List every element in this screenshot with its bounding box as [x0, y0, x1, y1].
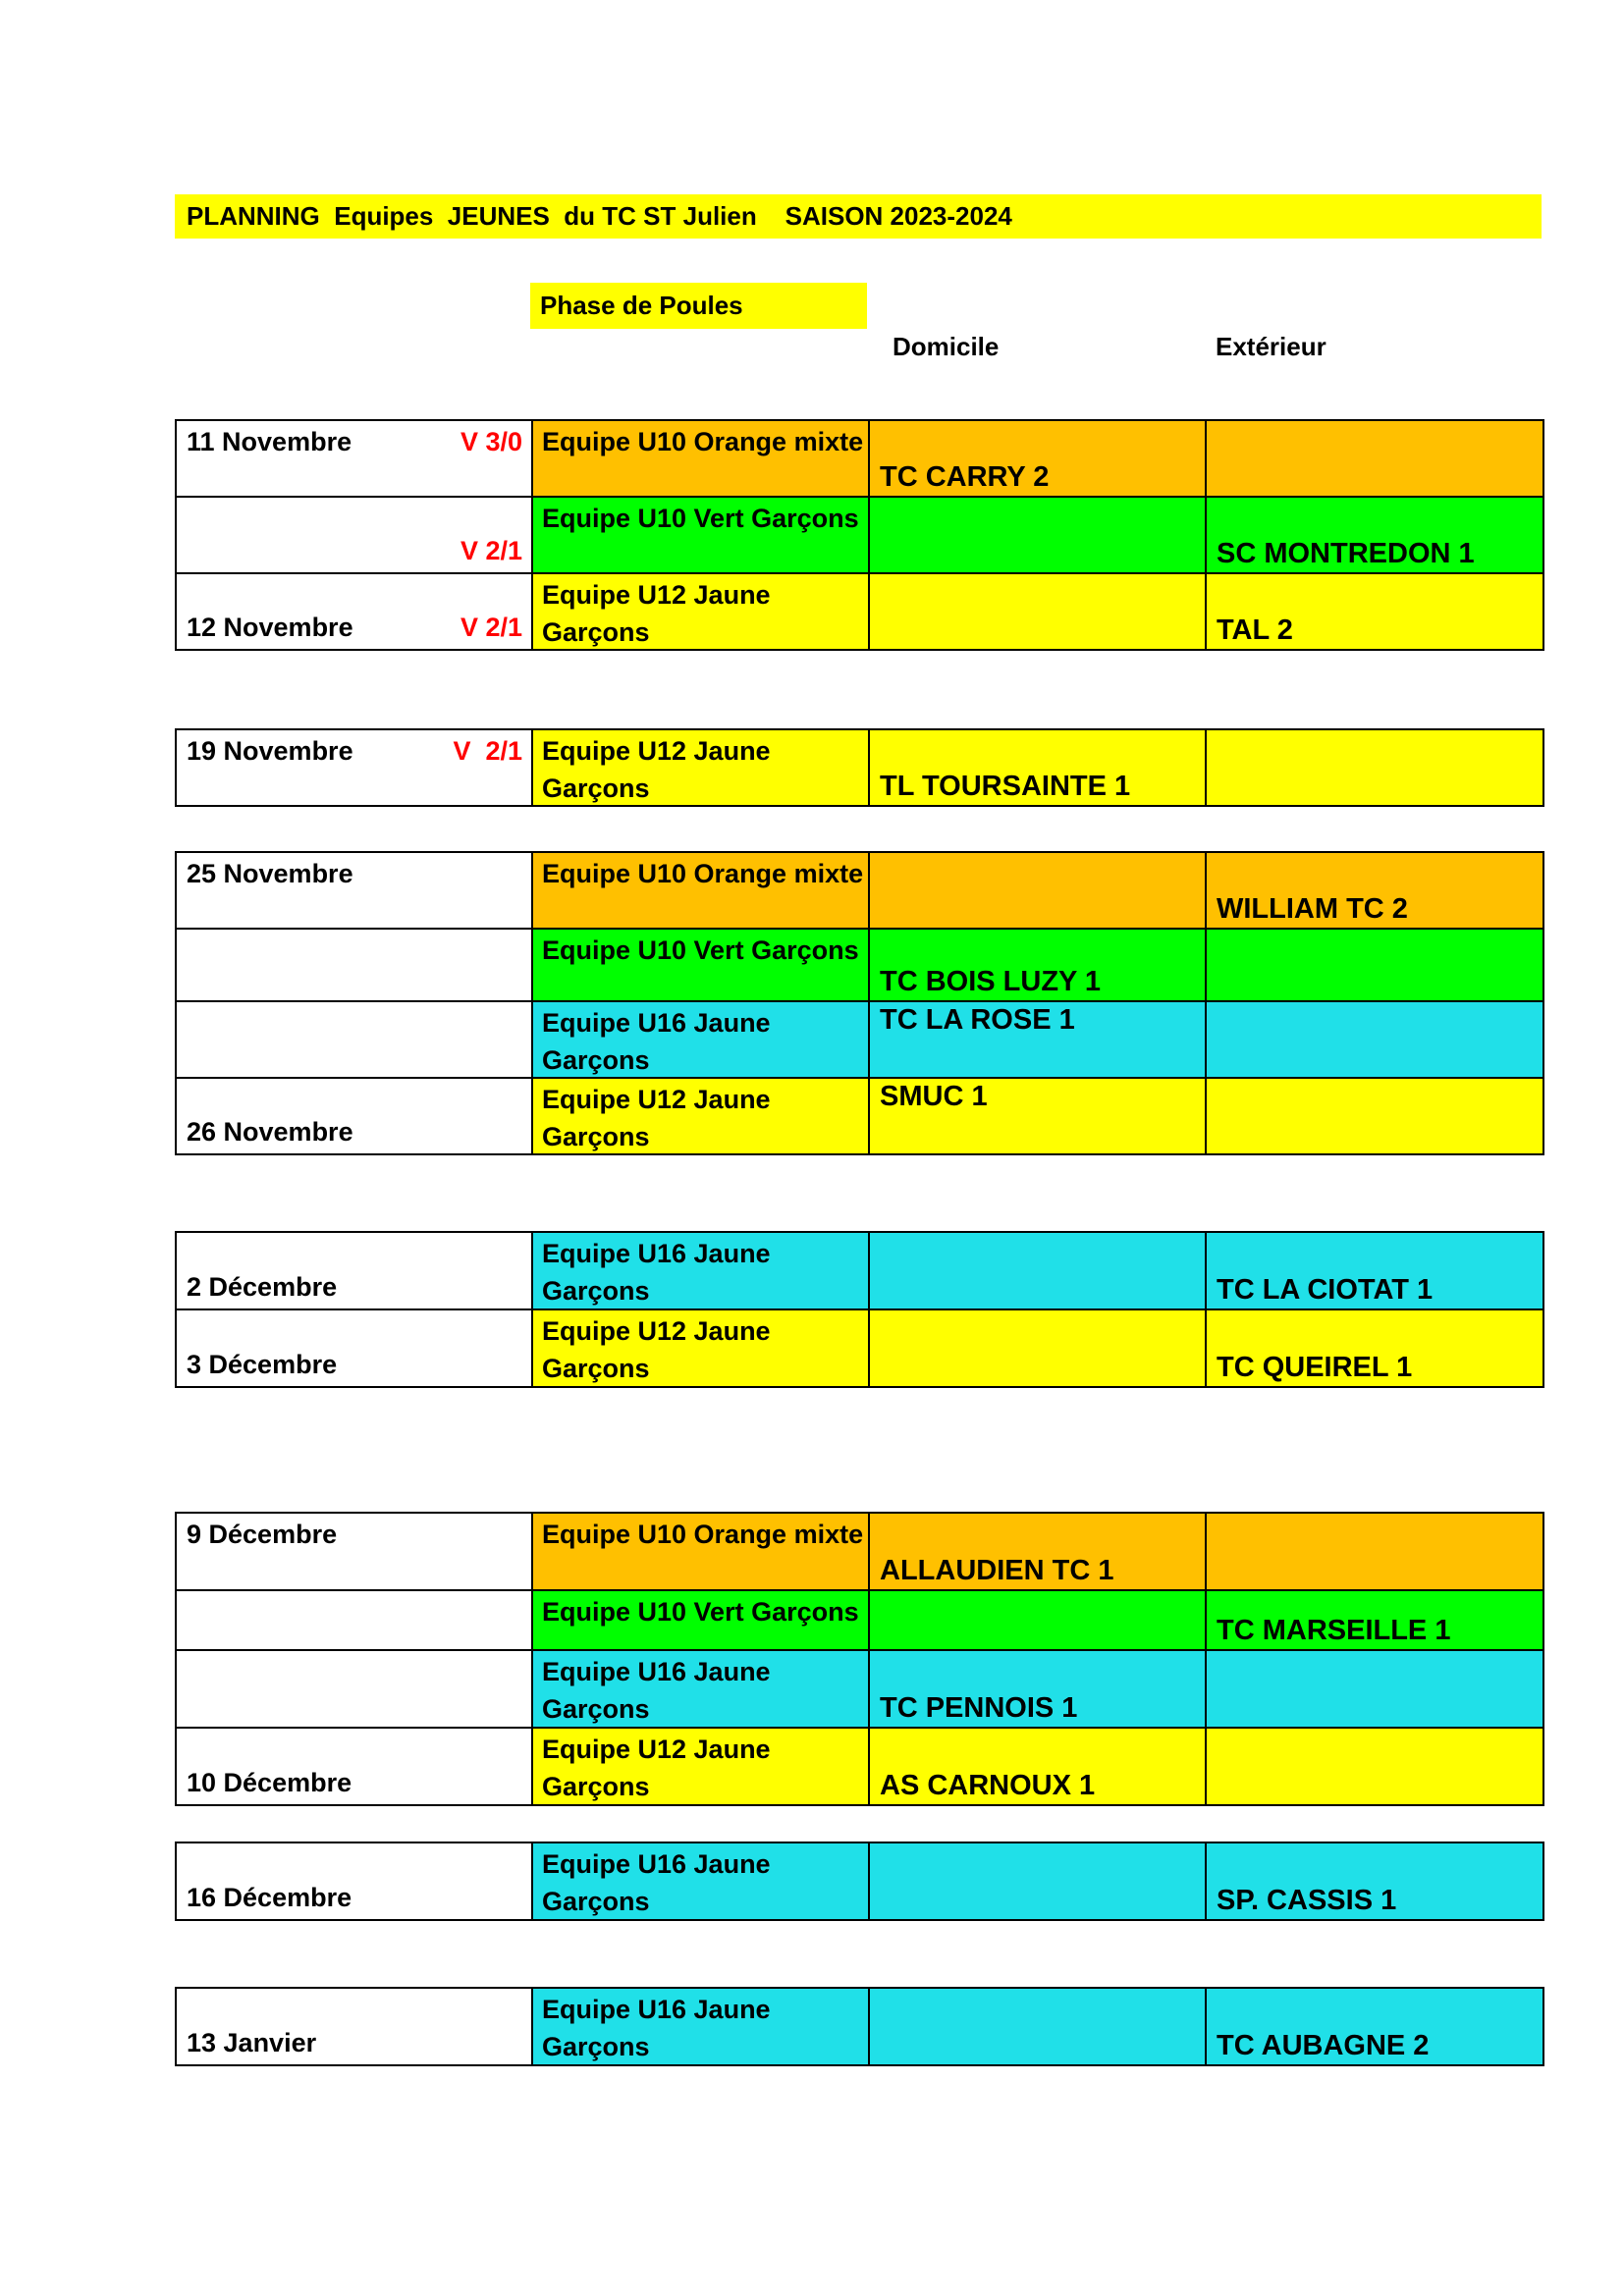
domicile-cell	[869, 1842, 1206, 1920]
match-date: 12 Novembre	[187, 613, 353, 642]
team-name: Equipe U16 Jaune Garçons	[542, 1657, 771, 1724]
team-cell	[532, 1988, 869, 2065]
exterieur-cell	[1206, 1988, 1543, 2065]
exterieur-cell	[1206, 1728, 1543, 1805]
team-name: Equipe U12 Jaune Garçons	[542, 736, 771, 803]
schedule-row	[176, 1988, 1543, 2065]
team-cell	[532, 420, 869, 497]
team-cell	[532, 1513, 869, 1590]
match-date: 26 Novembre	[187, 1117, 353, 1147]
exterieur-opponent: TC QUEIREL 1	[1217, 1352, 1413, 1383]
schedule-row	[176, 1309, 1543, 1387]
domicile-cell	[869, 852, 1206, 929]
schedule-table	[175, 1512, 1544, 1806]
team-name: Equipe U12 Jaune Garçons	[542, 1735, 771, 1801]
team-name: Equipe U12 Jaune Garçons	[542, 1316, 771, 1383]
exterieur-cell	[1206, 1232, 1543, 1309]
schedule-row	[176, 729, 1543, 806]
schedule-row	[176, 929, 1543, 1001]
team-cell	[532, 1590, 869, 1650]
team-name: Equipe U16 Jaune Garçons	[542, 1008, 771, 1075]
domicile-cell	[869, 1232, 1206, 1309]
team-cell	[532, 1650, 869, 1728]
domicile-cell	[869, 420, 1206, 497]
planning-title: PLANNING Equipes JEUNES du TC ST Julien SAISON 2023-2024	[175, 194, 1542, 239]
exterieur-cell	[1206, 573, 1543, 650]
schedule-table	[175, 1987, 1544, 2066]
schedule-table	[175, 728, 1544, 807]
match-result: V 2/1	[460, 613, 522, 642]
domicile-cell	[869, 1309, 1206, 1387]
date-cell	[176, 1842, 532, 1920]
match-date: 9 Décembre	[187, 1520, 338, 1549]
team-cell	[532, 1309, 869, 1387]
domicile-opponent: TL TOURSAINTE 1	[880, 771, 1131, 802]
team-cell	[532, 573, 869, 650]
match-date: 13 Janvier	[187, 2028, 317, 2057]
domicile-cell	[869, 1988, 1206, 2065]
domicile-cell	[869, 1513, 1206, 1590]
exterieur-cell	[1206, 1309, 1543, 1387]
exterieur-cell	[1206, 929, 1543, 1001]
team-cell	[532, 1001, 869, 1078]
match-date: 11 Novembre	[187, 427, 352, 456]
schedule-row	[176, 1728, 1543, 1805]
match-date: 2 Décembre	[187, 1272, 338, 1302]
exterieur-opponent: TAL 2	[1217, 614, 1293, 646]
schedule-table	[175, 419, 1544, 651]
match-date: 3 Décembre	[187, 1350, 338, 1379]
domicile-opponent: SMUC 1	[880, 1081, 988, 1112]
exterieur-cell	[1206, 420, 1543, 497]
exterieur-cell	[1206, 729, 1543, 806]
match-date: 10 Décembre	[187, 1768, 352, 1797]
team-name: Equipe U10 Vert Garçons	[542, 1597, 859, 1627]
exterieur-opponent: SP. CASSIS 1	[1217, 1885, 1397, 1916]
date-cell	[176, 1232, 532, 1309]
team-name: Equipe U12 Jaune Garçons	[542, 1085, 771, 1151]
domicile-cell	[869, 1078, 1206, 1154]
schedule-row	[176, 420, 1543, 497]
domicile-opponent: AS CARNOUX 1	[880, 1770, 1096, 1801]
date-cell	[176, 929, 532, 1001]
exterieur-opponent: WILLIAM TC 2	[1217, 893, 1408, 925]
match-result: V 3/0	[460, 427, 522, 456]
exterieur-opponent: TC MARSEILLE 1	[1217, 1615, 1451, 1646]
domicile-cell	[869, 497, 1206, 573]
exterieur-cell	[1206, 1513, 1543, 1590]
date-cell	[176, 852, 532, 929]
phase-label: Phase de Poules	[530, 283, 867, 329]
exterieur-cell	[1206, 1001, 1543, 1078]
exterieur-opponent: TC LA CIOTAT 1	[1217, 1274, 1434, 1306]
column-header-exterieur: Extérieur	[1216, 332, 1326, 361]
match-date: 16 Décembre	[187, 1883, 352, 1912]
domicile-opponent: TC BOIS LUZY 1	[880, 966, 1102, 997]
domicile-cell	[869, 929, 1206, 1001]
team-name: Equipe U10 Orange mixte	[542, 427, 864, 456]
schedule-table	[175, 1842, 1544, 1921]
date-cell	[176, 1650, 532, 1728]
date-cell	[176, 497, 532, 573]
schedule-row	[176, 852, 1543, 929]
schedule-row	[176, 1232, 1543, 1309]
domicile-cell	[869, 1650, 1206, 1728]
date-cell	[176, 1001, 532, 1078]
team-name: Equipe U16 Jaune Garçons	[542, 1239, 771, 1306]
schedule-row	[176, 573, 1543, 650]
exterieur-opponent: TC AUBAGNE 2	[1217, 2030, 1430, 2061]
team-cell	[532, 1232, 869, 1309]
team-cell	[532, 1078, 869, 1154]
schedule-row	[176, 1842, 1543, 1920]
exterieur-opponent: SC MONTREDON 1	[1217, 538, 1475, 569]
date-cell	[176, 1078, 532, 1154]
team-name: Equipe U16 Jaune Garçons	[542, 1849, 771, 1916]
team-name: Equipe U10 Orange mixte	[542, 859, 864, 888]
date-cell	[176, 729, 532, 806]
date-cell	[176, 1728, 532, 1805]
exterieur-cell	[1206, 1650, 1543, 1728]
schedule-row	[176, 497, 1543, 573]
team-name: Equipe U16 Jaune Garçons	[542, 1995, 771, 2061]
exterieur-cell	[1206, 852, 1543, 929]
domicile-opponent: TC PENNOIS 1	[880, 1692, 1078, 1724]
domicile-cell	[869, 1001, 1206, 1078]
schedule-row	[176, 1590, 1543, 1650]
exterieur-cell	[1206, 1842, 1543, 1920]
date-cell	[176, 1513, 532, 1590]
date-cell	[176, 573, 532, 650]
domicile-opponent: TC CARRY 2	[880, 461, 1050, 493]
team-name: Equipe U10 Vert Garçons	[542, 504, 859, 533]
schedule-table	[175, 851, 1544, 1155]
date-cell	[176, 420, 532, 497]
team-name: Equipe U10 Vert Garçons	[542, 935, 859, 965]
schedule-row	[176, 1001, 1543, 1078]
exterieur-cell	[1206, 497, 1543, 573]
exterieur-cell	[1206, 1078, 1543, 1154]
match-result: V 2/1	[453, 736, 522, 766]
date-cell	[176, 1590, 532, 1650]
team-name: Equipe U12 Jaune Garçons	[542, 580, 771, 647]
schedule-row	[176, 1078, 1543, 1154]
domicile-cell	[869, 729, 1206, 806]
schedule-table	[175, 1231, 1544, 1388]
date-cell	[176, 1309, 532, 1387]
team-cell	[532, 852, 869, 929]
match-date: 25 Novembre	[187, 859, 353, 888]
team-cell	[532, 929, 869, 1001]
domicile-cell	[869, 1728, 1206, 1805]
schedule-row	[176, 1650, 1543, 1728]
team-cell	[532, 1842, 869, 1920]
domicile-cell	[869, 1590, 1206, 1650]
team-cell	[532, 1728, 869, 1805]
exterieur-cell	[1206, 1590, 1543, 1650]
domicile-cell	[869, 573, 1206, 650]
team-name: Equipe U10 Orange mixte	[542, 1520, 864, 1549]
team-cell	[532, 729, 869, 806]
column-header-domicile: Domicile	[893, 332, 1000, 361]
schedule-row	[176, 1513, 1543, 1590]
match-date: 19 Novembre	[187, 736, 353, 766]
team-cell	[532, 497, 869, 573]
domicile-opponent: TC LA ROSE 1	[880, 1004, 1075, 1036]
date-cell	[176, 1988, 532, 2065]
domicile-opponent: ALLAUDIEN TC 1	[880, 1555, 1114, 1586]
match-result: V 2/1	[460, 536, 522, 565]
